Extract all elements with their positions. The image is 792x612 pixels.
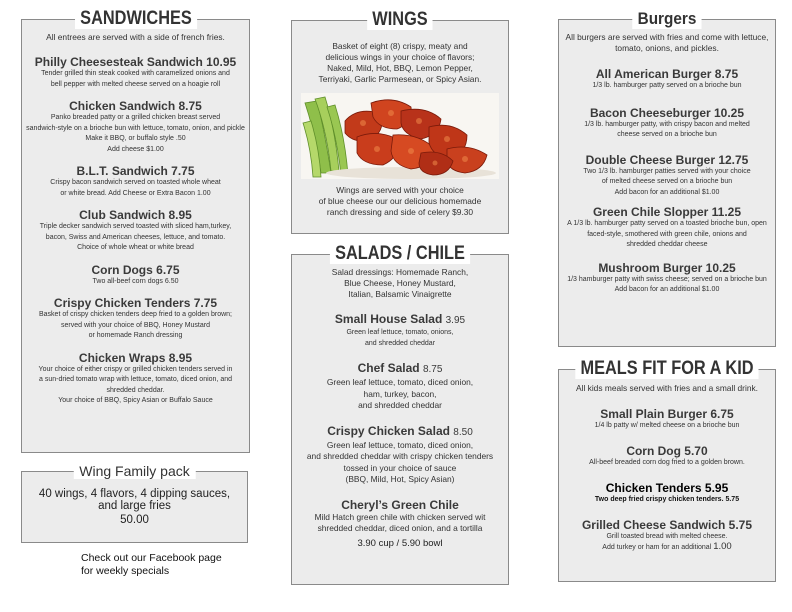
menu-item — [559, 518, 775, 554]
item-price: 8.75 — [422, 364, 443, 375]
item-description: Green leaf lettuce, tomato, diced onion, ham, turkey, bacon, and shredded cheddar — [326, 377, 474, 410]
item-name: Corn Dogs 6.75 — [91, 262, 180, 277]
burgers-title: Burgers — [632, 9, 701, 29]
item-description: Crispy bacon sandwich served on toasted whole wheat or white bread. Add Cheese or Extra Bacon 1.00 — [50, 179, 221, 197]
wing-pack-description: 40 wings, 4 flavors, 4 dipping sauces, and large fries — [38, 488, 231, 512]
item-name: All American Burger 8.75 — [595, 67, 739, 81]
item-name: Mushroom Burger 10.25 — [598, 260, 736, 275]
wings-serving-note: Wings are served with your choice of blue cheese our our delicious homemade ranch dressing and side of celery $9.30 — [318, 185, 482, 217]
item-name: Double Cheese Burger 12.75 — [585, 152, 749, 167]
item-description: 1/3 lb. hamburger patty, with crispy bacon and melted cheese served on a brioche bun — [584, 120, 750, 138]
addon-text: Add turkey or ham for an additional — [602, 544, 712, 551]
menu-item — [292, 312, 508, 349]
item-description: 1/3 hamburger patty with swiss cheese; served on a brioche bun Add bacon for an additional $1.00 — [567, 275, 767, 293]
item-name: Crispy Chicken Tenders 7.75 — [53, 296, 218, 310]
item-name: Corn Dog 5.70 — [626, 443, 708, 458]
item-description: All-beef breaded corn dog fried to a golden brown. — [589, 458, 745, 466]
item-name: Grilled Cheese Sandwich 5.75 — [581, 517, 753, 532]
wing-pack-title: Wing Family pack — [73, 463, 195, 479]
item-name: Chicken Wraps 8.95 — [78, 350, 193, 365]
addon-price: 1.00 — [713, 541, 732, 552]
sandwiches-title: SANDWICHES — [75, 9, 197, 29]
menu-item — [292, 361, 508, 412]
item-name: Small House Salad — [334, 312, 443, 326]
salads-title: SALADS / CHILE — [330, 244, 470, 264]
item-description: Two 1/3 lb. hamburger patties served with your choice of melted cheese served on a brioche bun Add bacon for an additional $1.00 — [583, 167, 751, 196]
green-chile-price: 3.90 cup / 5.90 bowl — [357, 537, 443, 549]
burgers-intro: All burgers are served with fries and come with lettuce, tomato, onions, and pickles. — [565, 32, 769, 53]
wings-title: WINGS — [367, 10, 433, 30]
item-description: 1/4 lb patty w/ melted cheese on a brioche bun — [594, 422, 740, 429]
item-description: Basket of crispy chicken tenders deep fried to a golden brown; served with your choice of BBQ, Honey Mustard or homemade Ranch dressing — [39, 311, 232, 339]
chicken-wings-image — [301, 93, 499, 179]
wing-family-pack-panel — [21, 463, 248, 543]
item-description: Triple decker sandwich served toasted with sliced ham,turkey, bacon, Swiss and American cheeses, lettuce, and tomato. Choice of whole wheat or white bread — [39, 223, 232, 251]
item-description: Two all-beef corn dogs 6.50 — [92, 277, 179, 285]
menu-item — [559, 407, 775, 432]
salad-dressings: Salad dressings: Homemade Ranch, Blue Cheese, Honey Mustard, Italian, Balsamic Vinaigrette — [331, 267, 469, 299]
salads-chile-panel — [291, 243, 509, 585]
kids-title: MEALS FIT FOR A KID — [575, 359, 758, 379]
menu-item — [559, 481, 775, 506]
kids-intro: All kids meals served with fries and a small drink. — [576, 383, 758, 393]
item-name: Crispy Chicken Salad — [327, 423, 450, 438]
menu-item — [559, 261, 775, 296]
item-name: Chicken Tenders 5.95 — [605, 481, 729, 495]
item-description: A 1/3 lb. hamburger patty served on a toasted brioche bun, open faced-style, smothered with green chile, onions and shredded cheddar cheese — [567, 220, 767, 248]
item-description: Grill toasted bread with melted cheese. — [606, 532, 728, 540]
item-name: Chef Salad — [357, 361, 420, 375]
item-name: Club Sandwich 8.95 — [79, 208, 192, 222]
menu-item — [559, 106, 775, 141]
item-description: Tender grilled thin steak cooked with caramelized onions and bell pepper with melted cheese served on a hoagie roll — [41, 70, 230, 88]
item-description: Your choice of either crispy or grilled chicken tenders served in a sun-dried tomato wrap with lettuce, tomato, diced onion, and shredded cheddar. Your choice of BBQ, Spicy Asian or Buffalo Sauce — [38, 365, 233, 404]
menu-item — [22, 351, 249, 407]
item-description: Green leaf lettuce, tomato, onions, and shredded cheddar — [346, 329, 454, 347]
item-name: B.L.T. Sandwich 7.75 — [76, 164, 195, 178]
menu-item — [22, 208, 249, 254]
item-name: Philly Cheesesteak Sandwich 10.95 — [34, 55, 237, 69]
menu-item — [559, 205, 775, 251]
menu-item — [22, 99, 249, 155]
menu-item — [559, 444, 775, 469]
burgers-panel — [558, 9, 776, 347]
item-price: 3.95 — [445, 315, 466, 326]
item-description: 1/3 lb. hamburger patty served on a brioche bun — [592, 82, 742, 89]
item-price: 8.50 — [453, 426, 473, 438]
item-name: Small Plain Burger 6.75 — [600, 407, 734, 421]
wings-photo — [301, 93, 499, 179]
item-description: Two deep fried crispy chicken tenders. 5.75 — [594, 496, 740, 503]
sandwiches-panel — [21, 8, 250, 453]
kids-meals-panel — [558, 358, 776, 582]
item-description: Mild Hatch green chile with chicken served wit shredded cheddar, diced onion, and a tortilla — [314, 511, 486, 533]
item-name: Green Chile Slopper 11.25 — [592, 205, 742, 219]
item-description: Panko breaded patty or a grilled chicken breast served sandwich-style on a brioche bun with lettuce, tomato, onion, and pickle Make it BBQ, or buffalo style .50 Add cheese $1.00 — [26, 114, 245, 153]
menu-item — [22, 263, 249, 288]
menu-item — [22, 296, 249, 342]
menu-item — [22, 55, 249, 90]
item-name: Bacon Cheeseburger 10.25 — [589, 105, 745, 120]
sandwiches-intro: All entrees are served with a side of french fries. — [46, 32, 225, 42]
item-name: Chicken Sandwich 8.75 — [69, 99, 202, 113]
item-description: Green leaf lettuce, tomato, diced onion, and shredded cheddar with crispy chicken tenders tossed in your choice of sauce (BBQ, Mild, Hot, Spicy Asian) — [306, 439, 494, 484]
menu-item — [292, 498, 508, 549]
facebook-note: Check out our Facebook page for weekly specials — [81, 552, 222, 577]
menu-item — [559, 153, 775, 199]
wing-pack-price: 50.00 — [120, 514, 149, 526]
wings-panel — [291, 9, 509, 234]
menu-item — [292, 424, 508, 486]
wings-intro: Basket of eight (8) crispy, meaty and delicious wings in your choice of flavors; Naked, Mild, Hot, BBQ, Lemon Pepper, Terriyaki, Garlic Parmesean, or Spicy Asian. — [318, 41, 482, 84]
item-name: Cheryl’s Green Chile — [341, 497, 459, 512]
menu-item — [559, 67, 775, 92]
menu-item — [22, 164, 249, 199]
